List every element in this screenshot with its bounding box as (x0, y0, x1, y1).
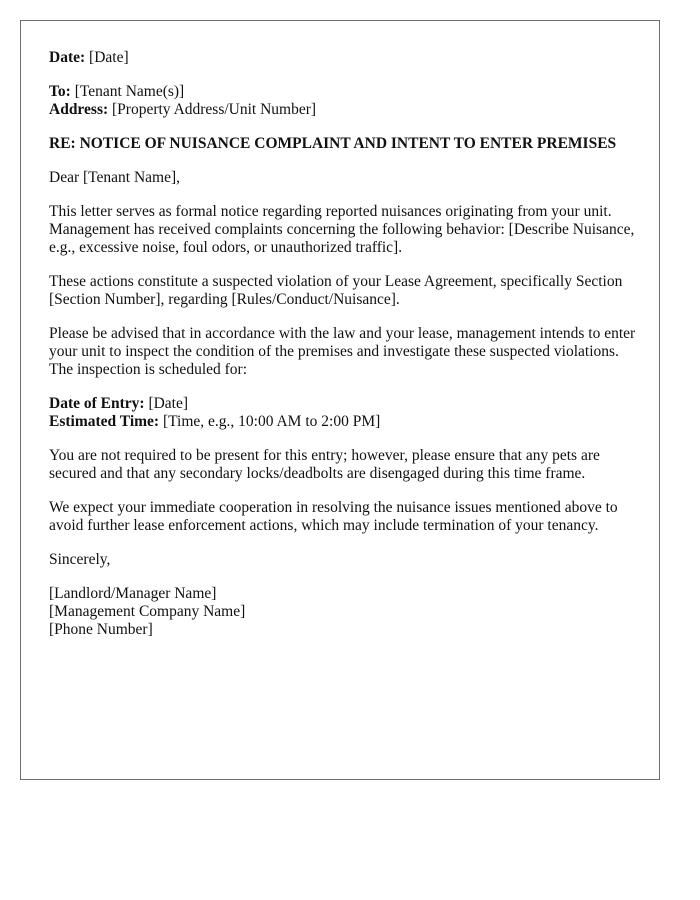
letter-content (49, 49, 639, 655)
entry-time-line (49, 413, 639, 431)
entry-date-line (49, 395, 639, 413)
date-value: [Date] (89, 49, 129, 66)
paragraph-inspection: Please be advised that in accordance with the law and your lease, management intends to enter your unit to inspect the condition of the premises and investigate these suspected violations. The inspection is scheduled for: (49, 325, 636, 378)
entry-date-value: [Date] (148, 395, 189, 412)
subject-line: RE: NOTICE OF NUISANCE COMPLAINT AND INTENT TO ENTER PREMISES (49, 135, 617, 152)
signature-company: [Management Company Name] (49, 603, 246, 620)
closing: Sincerely, (49, 551, 111, 568)
signature-name: [Landlord/Manager Name] (49, 585, 217, 602)
greeting: Dear [Tenant Name], (49, 169, 181, 186)
letter-page (20, 20, 660, 780)
recipient-block (49, 83, 639, 119)
address-line (49, 101, 639, 119)
to-line (49, 83, 639, 101)
date-label: Date: (49, 49, 86, 66)
entry-schedule (49, 395, 639, 431)
entry-date-label: Date of Entry: (49, 395, 145, 412)
date-block (49, 49, 639, 67)
paragraph-violation: These actions constitute a suspected violation of your Lease Agreement, specifically Section [Section Number], regarding [Rules/Conduct/Nuisance]. (49, 273, 623, 308)
signature-phone: [Phone Number] (49, 621, 153, 638)
address-label: Address: (49, 101, 109, 118)
entry-time-value: [Time, e.g., 10:00 AM to 2:00 PM] (162, 413, 381, 430)
paragraph-cooperation: We expect your immediate cooperation in resolving the nuisance issues mentioned above to avoid further lease enforcement actions, which may include termination of your tenancy. (49, 499, 618, 534)
to-label: To: (49, 83, 71, 100)
address-value: [Property Address/Unit Number] (112, 101, 317, 118)
signature-block (49, 585, 639, 639)
entry-time-label: Estimated Time: (49, 413, 160, 430)
paragraph-notice: This letter serves as formal notice regarding reported nuisances originating from your unit. Management has received complaints concerning the following behavior: [Describe Nuisance, e.g., excessive noise, foul odors, or unauthorized traffic]. (49, 203, 635, 256)
paragraph-presence: You are not required to be present for this entry; however, please ensure that any pets are secured and that any secondary locks/deadbolts are disengaged during this time frame. (49, 447, 600, 482)
to-value: [Tenant Name(s)] (74, 83, 185, 100)
